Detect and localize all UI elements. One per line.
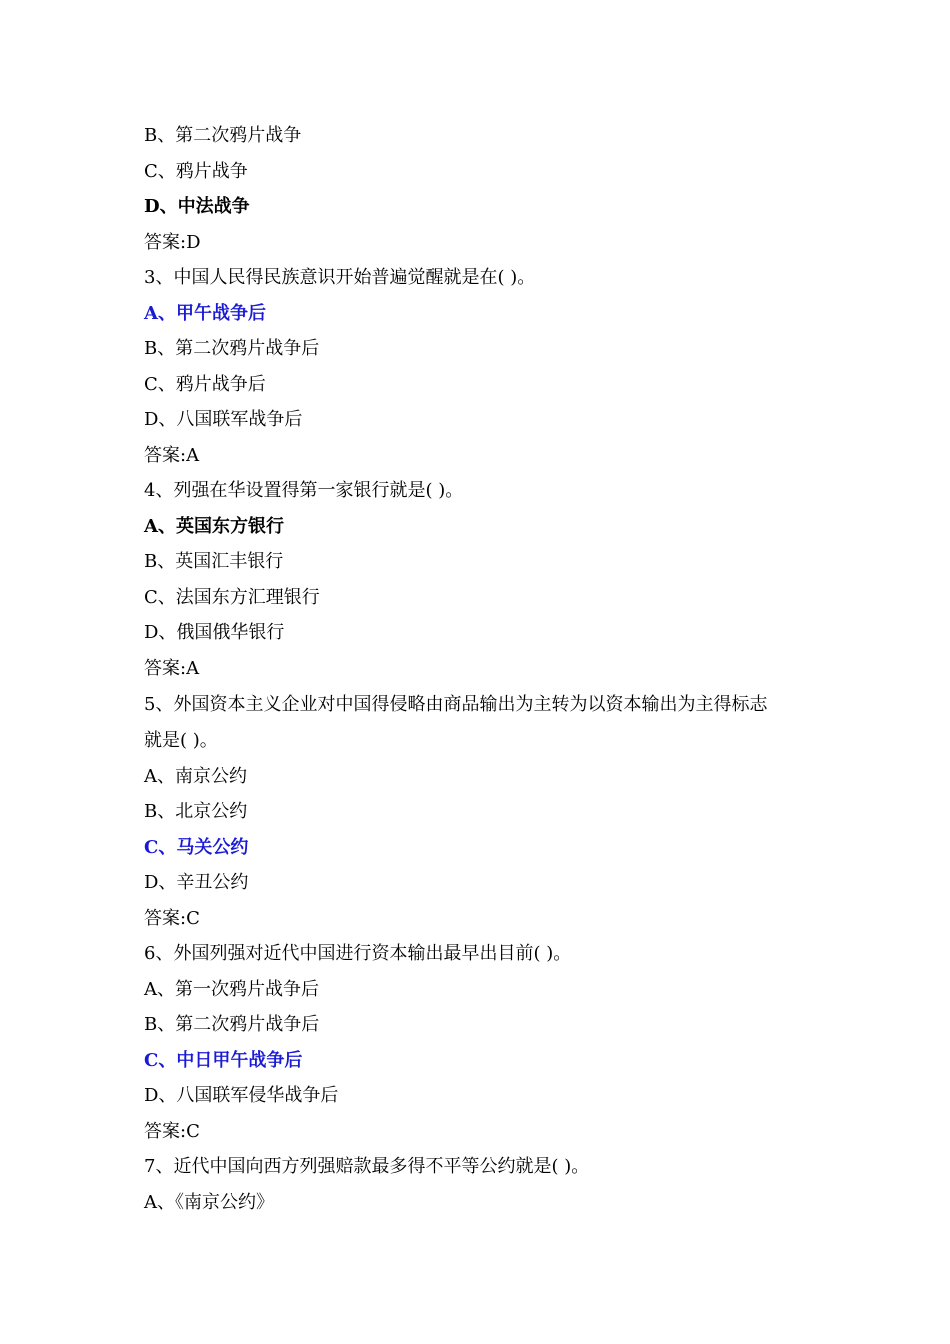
option-b-q3: B、第二次鸦片战争后 bbox=[144, 338, 320, 359]
question-5: 5、外国资本主义企业对中国得侵略由商品输出为主转为以资本输出为主得标志 bbox=[144, 694, 768, 715]
answer-q6: 答案:C bbox=[144, 1120, 200, 1142]
option-a-q5: A、南京公约 bbox=[144, 765, 247, 787]
option-b-q5: B、北京公约 bbox=[144, 801, 248, 822]
option-d-q3: D、八国联军战争后 bbox=[144, 409, 303, 430]
option-d-q5: D、辛丑公约 bbox=[144, 872, 249, 893]
answer-q3: 答案:A bbox=[144, 444, 200, 466]
option-c-q4: C、法国东方汇理银行 bbox=[144, 586, 320, 608]
option-a-q7: A、《南京公约》 bbox=[144, 1191, 274, 1213]
question-5-continued: 就是( )。 bbox=[144, 730, 218, 751]
answer-q4: 答案:A bbox=[144, 657, 200, 679]
option-c-q5: C、马关公约 bbox=[144, 836, 249, 858]
option-c-q2: C、鸦片战争 bbox=[144, 160, 248, 182]
option-b-q6: B、第二次鸦片战争后 bbox=[144, 1014, 320, 1035]
question-3: 3、中国人民得民族意识开始普遍觉醒就是在( )。 bbox=[144, 267, 536, 288]
option-b-q2: B、第二次鸦片战争 bbox=[144, 125, 302, 146]
option-d-q6: D、八国联军侵华战争后 bbox=[144, 1085, 339, 1106]
option-c-q3: C、鸦片战争后 bbox=[144, 373, 266, 395]
option-a-q4: A、英国东方银行 bbox=[144, 515, 284, 537]
question-4: 4、列强在华设置得第一家银行就是( )。 bbox=[144, 480, 464, 501]
answer-q5: 答案:C bbox=[144, 907, 200, 929]
option-d-q2: D、中法战争 bbox=[144, 196, 250, 217]
option-a-q3: A、甲午战争后 bbox=[144, 302, 266, 324]
answer-q2: 答案:D bbox=[144, 231, 201, 253]
question-7: 7、近代中国向西方列强赔款最多得不平等公约就是( )。 bbox=[144, 1156, 590, 1177]
option-d-q4: D、俄国俄华银行 bbox=[144, 622, 285, 643]
option-c-q6: C、中日甲午战争后 bbox=[144, 1049, 303, 1071]
option-b-q4: B、英国汇丰银行 bbox=[144, 551, 284, 572]
question-6: 6、外国列强对近代中国进行资本输出最早出目前( )。 bbox=[144, 943, 572, 964]
option-a-q6: A、第一次鸦片战争后 bbox=[144, 978, 319, 1000]
question-list bbox=[144, 118, 824, 1220]
